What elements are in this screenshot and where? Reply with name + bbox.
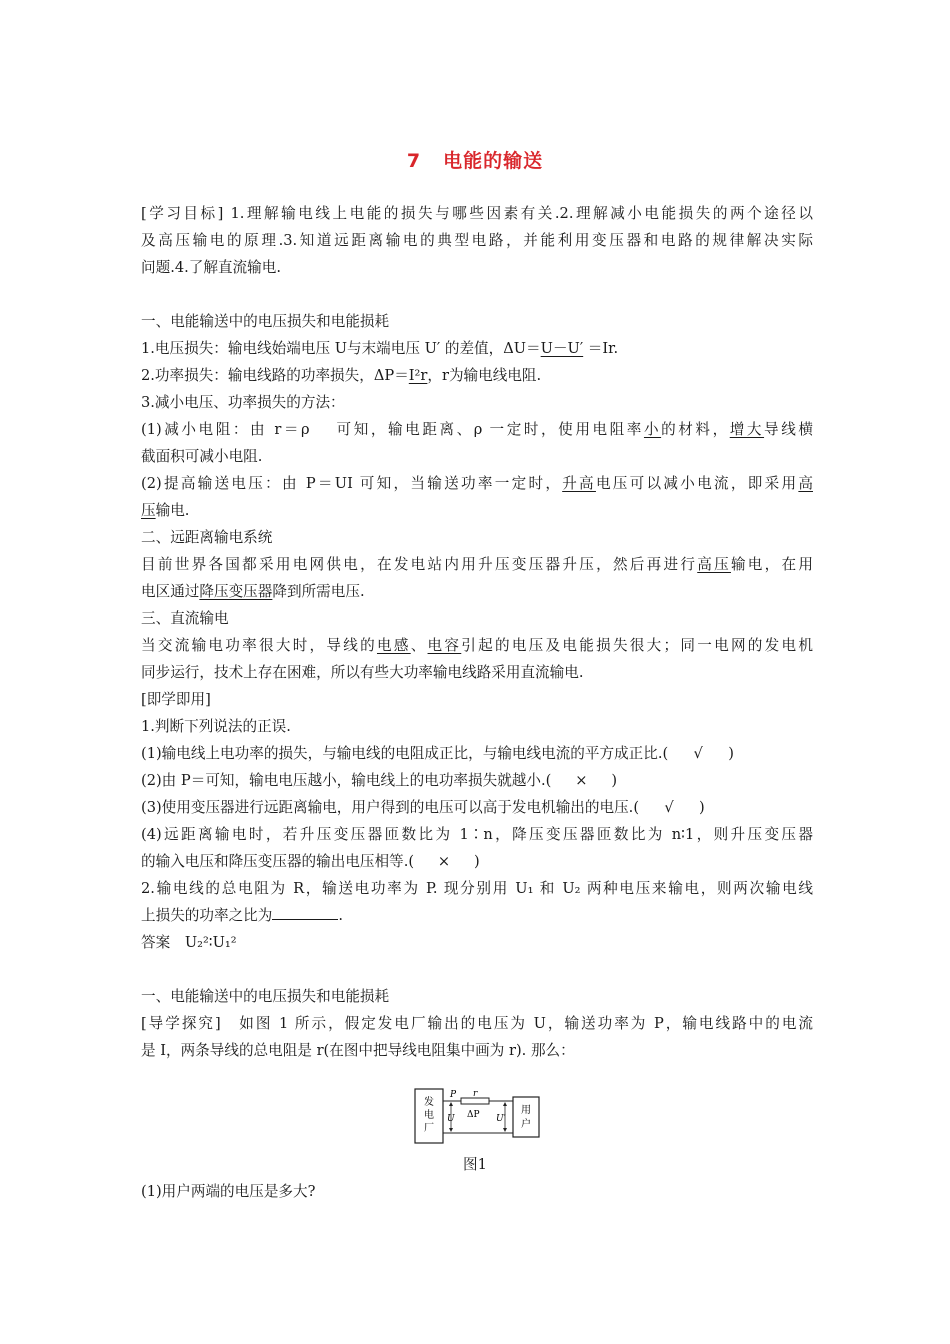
section4-line1: [导学探究] 如图 1 所示，假定发电厂输出的电压为 U，输送功率为 P，输电线路中的电流	[141, 1015, 813, 1032]
section3-line2: 同步运行，技术上存在困难，所以有些大功率输电线路采用直流输电.	[141, 664, 584, 681]
section-number: 7	[406, 150, 422, 172]
cross-mark: ×	[437, 853, 451, 870]
cross-mark: ×	[575, 772, 588, 789]
practice-q2b: 上损失的功率之比为 .	[141, 907, 343, 924]
practice-q2a: 2.输电线的总电阻为 R，输送电功率为 P. 现分别用 U₁ 和 U₂ 两种电压来输电，则两次输电线	[141, 880, 813, 897]
goal-line-3: 问题.4.了解直流输电.	[141, 259, 281, 276]
section2-line1: 目前世界各国都采用电网供电，在发电站内用升压变压器升压，然后再进行高压输电，在用	[141, 556, 813, 573]
section1-item2: 2.功率损失：输电线路的功率损失，ΔP＝I²r，r为输电线电阻.	[141, 367, 542, 384]
circuit-diagram	[413, 1087, 543, 1147]
label-U: U	[447, 1114, 455, 1124]
section1-item3-1: (1)减小电阻：由 r＝ρ 可知，输电距离、ρ 一定时，使用电阻率小的材料，增大导线横	[141, 421, 813, 438]
section1-heading: 一、电能输送中的电压损失和电能损耗	[141, 313, 390, 330]
section1-item3-2: (2)提高输送电压：由 P＝UI 可知，当输送功率一定时，升高电压可以减小电流，即采用高	[141, 475, 813, 492]
practice-q1-2: (2)由 P＝可知，输电电压越小，输电线上的电功率损失就越小.( × )	[141, 767, 813, 794]
practice-q1: 1.判断下列说法的正误.	[141, 718, 291, 735]
section1-item3: 3.减小电压、功率损失的方法：	[141, 394, 345, 411]
title-text: 电能的输送	[443, 150, 544, 172]
content-body	[141, 200, 813, 1064]
section4-heading: 一、电能输送中的电压损失和电能损耗	[141, 988, 390, 1005]
svg-text:用: 用	[521, 1105, 531, 1116]
svg-text:电: 电	[424, 1110, 434, 1121]
answer-blank	[272, 905, 338, 920]
section1-item3-2b: 压输电.	[141, 502, 190, 519]
check-mark: √	[693, 745, 703, 762]
section3-heading: 三、直流输电	[141, 610, 229, 627]
practice-q1-4b: 的输入电压和降压变压器的输出电压相等.( × )	[141, 848, 813, 875]
label-r: r	[473, 1089, 478, 1099]
svg-text:厂: 厂	[424, 1123, 434, 1134]
answer-label: 答案	[141, 934, 171, 951]
section3-line1: 当交流输电功率很大时，导线的电感、电容引起的电压及电能损失很大；同一电网的发电机	[141, 637, 813, 654]
answer-line	[141, 929, 813, 956]
answer-value: U₂²∶U₁²	[184, 934, 237, 951]
label-P: P	[450, 1090, 457, 1100]
section2-line2: 电区通过降压变压器降到所需电压.	[141, 583, 365, 600]
page-title	[0, 146, 950, 173]
section2-heading: 二、远距离输电系统	[141, 529, 273, 546]
goal-line-2: 及高压输电的原理.3.知道远距离输电的典型电路，并能利用变压器和电路的规律解决实际	[141, 232, 813, 249]
practice-q1-3: (3)使用变压器进行远距离输电，用户得到的电压可以高于发电机输出的电压.( √ )	[141, 794, 813, 821]
practice-q1-1: (1)输电线上电功率的损失，与输电线的电阻成正比，与输电线电流的平方成正比.( √ )	[141, 740, 813, 767]
label-U-prime: U′	[496, 1114, 506, 1124]
section1-item3-1b: 截面积可减小电阻.	[141, 448, 263, 465]
label-delta-P: ΔP	[467, 1110, 480, 1120]
goal-line-1: [学习目标] 1.理解输电线上电能的损失与哪些因素有关.2.理解减小电能损失的两个途径以	[141, 205, 813, 222]
section4-line2: 是 I，两条导线的总电阻是 r(在图中把导线电阻集中画为 r). 那么：	[141, 1042, 575, 1059]
answer-underline: I²r	[408, 367, 428, 384]
left-box-label-1: 发	[424, 1097, 434, 1108]
practice-q1-4a: (4)远距离输电时，若升压变压器匝数比为 1∶n，降压变压器匝数比为 n∶1，则升压变压器	[141, 826, 813, 843]
practice-heading: [即学即用]	[141, 691, 211, 708]
question-1: (1)用户两端的电压是多大?	[141, 1183, 316, 1200]
figure-caption: 图1	[463, 1156, 487, 1173]
section1-item1: 1.电压损失：输电线始端电压 U与末端电压 U′ 的差值，ΔU＝U－U′ ＝Ir.	[141, 340, 619, 357]
answer-underline: U－U′	[540, 340, 584, 357]
svg-text:户: 户	[521, 1119, 531, 1130]
check-mark: √	[664, 799, 674, 816]
